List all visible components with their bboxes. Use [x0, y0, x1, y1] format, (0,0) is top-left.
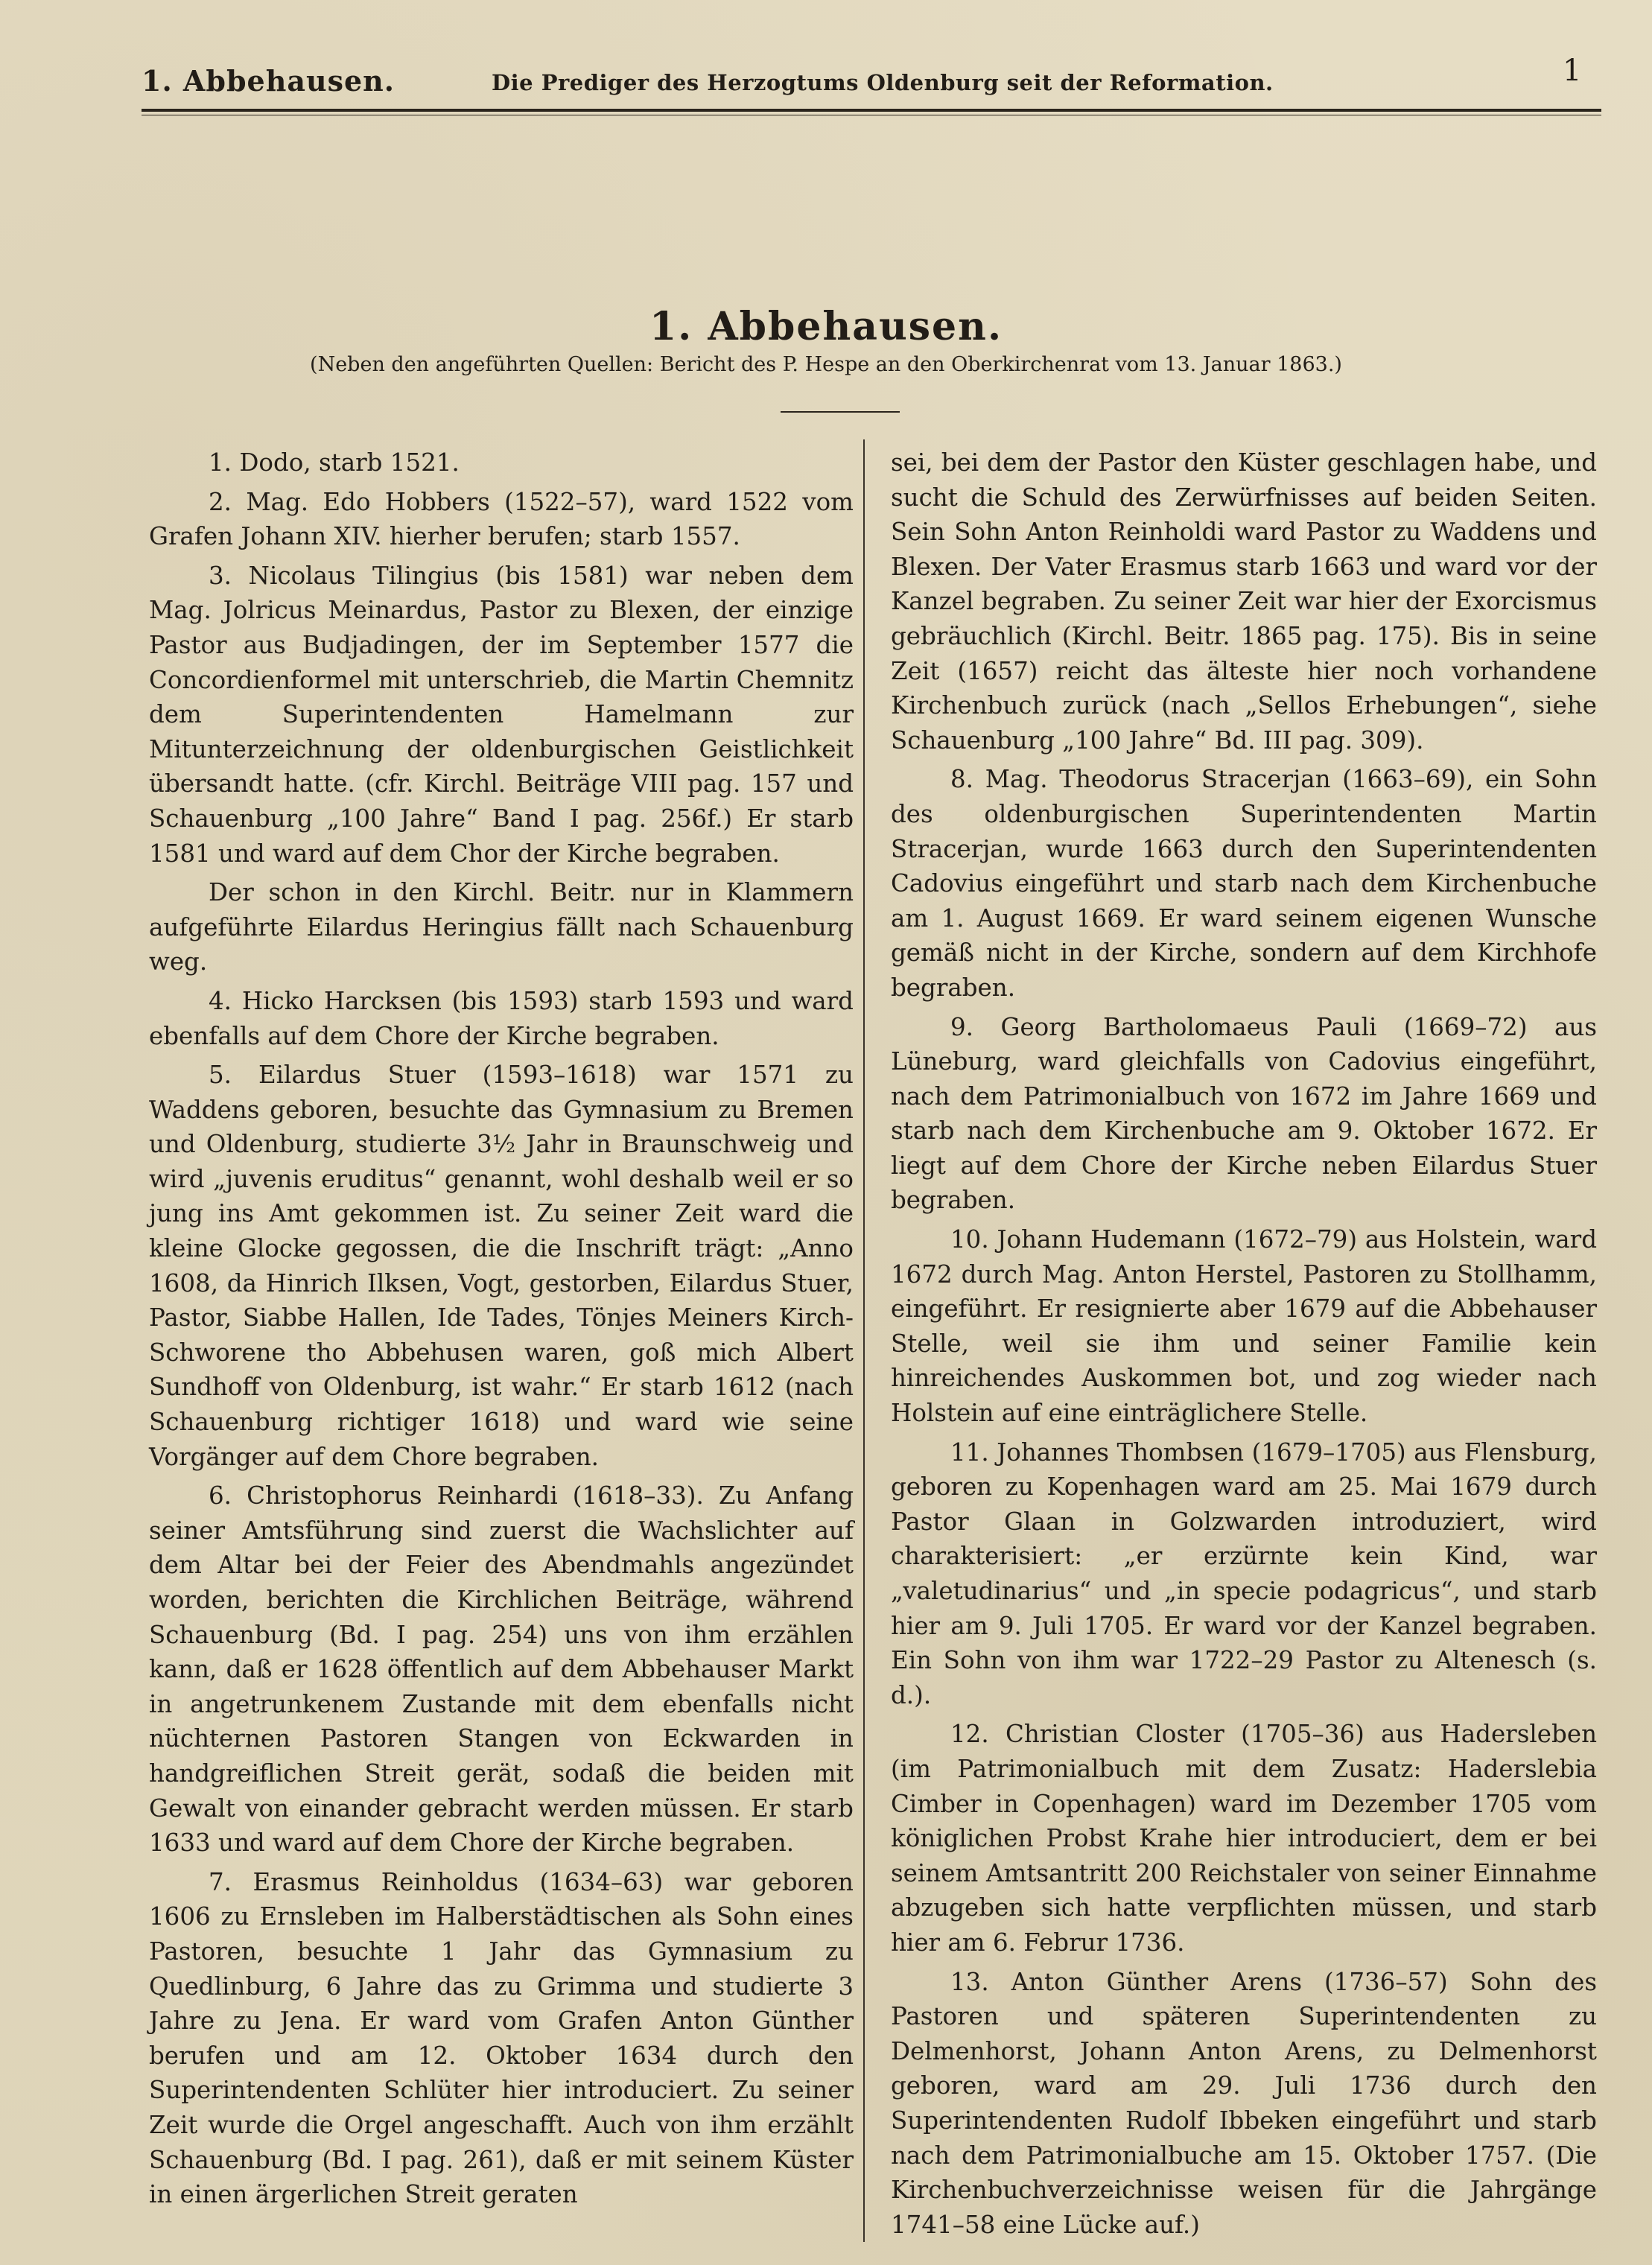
paragraph: sei, bei dem der Pastor den Küster geschlagen habe, und sucht die Schuld des Zerwürfnisses auf beiden Seiten. Sein Sohn Anton Reinholdi ward Pastor zu Waddens und Blexen. Der Vater Erasmus starb 1663 und ward vor der Kanzel begraben. Zu seiner Zeit war hier der Exorcismus gebräuchlich (Kirchl. Beitr. 1865 pag. 175). Bis in seine Zeit (1657) reicht das älteste hier noch vorhandene Kirchenbuch zurück (nach „Sellos Erhebungen“, siehe Schauenburg „100 Jahre“ Bd. III pag. 309).: [891, 448, 1597, 755]
paragraph: 2. Mag. Edo Hobbers (1522–57), ward 1522 vom Grafen Johann XIV. hierher berufen; starb 1557.: [149, 487, 854, 551]
paragraph: 13. Anton Günther Arens (1736–57) Sohn des Pastoren und späteren Superintendenten zu Delmenhorst, Johann Anton Arens, zu Delmenhorst geboren, ward am 29. Juli 1736 durch den Superintendenten Rudolf Ibbeken eingeführt und starb nach dem Patrimonialbuche am 15. Oktober 1757. (Die Kirchenbuchverzeichnisse weisen für die Jahrgänge 1741–58 eine Lücke auf.): [891, 1967, 1597, 2239]
left-column: [149, 445, 854, 2217]
paragraph: 1. Dodo, starb 1521.: [209, 448, 460, 477]
header-section-title: 1. Abbehausen.: [142, 64, 395, 98]
paragraph: 5. Eilardus Stuer (1593–1618) war 1571 zu Waddens geboren, besuchte das Gymnasium zu Bremen und Oldenburg, studierte 3½ Jahr in Braunschweig und wird „juvenis eruditus“ genannt, wohl deshalb weil er so jung ins Amt gekommen ist. Zu seiner Zeit ward die kleine Glocke gegossen, die die Inschrift trägt: „Anno 1608, da Hinrich Ilksen, Vogt, gestorben, Eilardus Stuer, Pastor, Siabbe Hallen, Ide Tades, Tönjes Meiners Kirch-Schworene tho Abbehusen waren, goß mich Albert Sundhoff von Oldenburg, ist wahr.“ Er starb 1612 (nach Schauenburg richtiger 1618) und ward wie seine Vorgänger auf dem Chore begraben.: [149, 1061, 854, 1471]
column-divider: [863, 439, 865, 2242]
section-title: 1. Abbehausen.: [649, 304, 1003, 349]
paragraph: 8. Mag. Theodorus Stracerjan (1663–69), ein Sohn des oldenburgischen Superintendenten Martin Stracerjan, wurde 1663 durch den Superintendenten Cadovius eingeführt und starb nach dem Kirchenbuche am 1. August 1669. Er ward seinem eigenen Wunsche gemäß nicht in der Kirche, sondern auf dem Kirchhofe begraben.: [891, 765, 1597, 1002]
paragraph: 10. Johann Hudemann (1672–79) aus Holstein, ward 1672 durch Mag. Anton Herstel, Pastoren zu Stollhamm, eingeführt. Er resignierte aber 1679 auf die Abbehauser Stelle, weil sie ihm und seiner Familie kein hinreichendes Auskommen bot, und zog wieder nach Holstein auf eine einträglichere Stelle.: [891, 1225, 1597, 1428]
page-header: [142, 54, 1601, 103]
page-number: 1: [1563, 54, 1582, 88]
paragraph: 9. Georg Bartholomaeus Pauli (1669–72) aus Lüneburg, ward gleichfalls von Cadovius eingeführt, nach dem Patrimonialbuch von 1672 im Jahre 1669 und starb nach dem Kirchenbuche am 9. Oktober 1672. Er liegt auf dem Chore der Kirche neben Eilardus Stuer begraben.: [891, 1012, 1597, 1215]
paragraph: 12. Christian Closter (1705–36) aus Hadersleben (im Patrimonialbuch mit dem Zusatz: Haderslebia Cimber in Copenhagen) ward im Dezember 1705 vom königlichen Probst Krahe hier introduciert, dem er bei seinem Amtsantritt 200 Reichstaler von seiner Einnahme abzugeben sich hatte verpflichten müssen, und starb hier am 6. Februr 1736.: [891, 1720, 1597, 1957]
section-subtitle: (Neben den angeführten Quellen: Bericht des P. Hespe an den Oberkirchenrat vom 13. Januar 1863.): [310, 353, 1342, 376]
right-column: [891, 445, 1597, 2246]
paragraph: 11. Johannes Thombsen (1679–1705) aus Flensburg, geboren zu Kopenhagen ward am 25. Mai 1679 durch Pastor Glaan in Golzwarden introduziert, wird charakterisiert: „er erzürnte kein Kind, war „valetudinarius“ und „in specie podagricus“, und starb hier am 9. Juli 1705. Er ward vor der Kanzel begraben. Ein Sohn von ihm war 1722–29 Pastor zu Altenesch (s. d.).: [891, 1438, 1597, 1709]
title-rule: [781, 411, 900, 413]
paragraph: 7. Erasmus Reinholdus (1634–63) war geboren 1606 zu Ernsleben im Halberstädtischen als Sohn eines Pastoren, besuchte 1 Jahr das Gymnasium zu Quedlinburg, 6 Jahre das zu Grimma und studierte 3 Jahre zu Jena. Er ward vom Grafen Anton Günther berufen und am 12. Oktober 1634 durch den Superintendenten Schlüter hier introduciert. Zu seiner Zeit wurde die Orgel angeschafft. Auch von ihm erzählt Schauenburg (Bd. I pag. 261), daß er mit seinem Küster in einen ärgerlichen Streit geraten: [149, 1867, 854, 2209]
header-running-title: Die Prediger des Herzogtums Oldenburg seit der Reformation.: [492, 70, 1274, 95]
paragraph: Der schon in den Kirchl. Beitr. nur in Klammern aufgeführte Eilardus Heringius fällt nach Schauenburg weg.: [149, 878, 854, 976]
paragraph: 3. Nicolaus Tilingius (bis 1581) war neben dem Mag. Jolricus Meinardus, Pastor zu Blexen, der einzige Pastor aus Budjadingen, der im September 1577 die Concordienformel mit unterschrieb, die Martin Chemnitz dem Superintendenten Hamelmann zur Mitunterzeichnung der oldenburgischen Geistlichkeit übersandt hatte. (cfr. Kirchl. Beiträge VIII pag. 157 und Schauenburg „100 Jahre“ Band I pag. 256f.) Er starb 1581 und ward auf dem Chor der Kirche begraben.: [149, 561, 854, 868]
header-rule-thick: [142, 109, 1601, 112]
paragraph: 6. Christophorus Reinhardi (1618–33). Zu Anfang seiner Amtsführung sind zuerst die Wachslichter auf dem Altar bei der Feier des Abendmahls angezündet worden, berichten die Kirchlichen Beiträge, während Schauenburg (Bd. I pag. 254) uns von ihm erzählen kann, daß er 1628 öffentlich auf dem Abbehauser Markt in angetrunkenem Zustande mit dem ebenfalls nicht nüchternen Pastoren Stangen von Eckwarden in handgreiflichen Streit gerät, sodaß die beiden mit Gewalt von einander gebracht werden müssen. Er starb 1633 und ward auf dem Chore der Kirche begraben.: [149, 1481, 854, 1858]
paragraph: 4. Hicko Harcksen (bis 1593) starb 1593 und ward ebenfalls auf dem Chore der Kirche begraben.: [149, 986, 854, 1050]
